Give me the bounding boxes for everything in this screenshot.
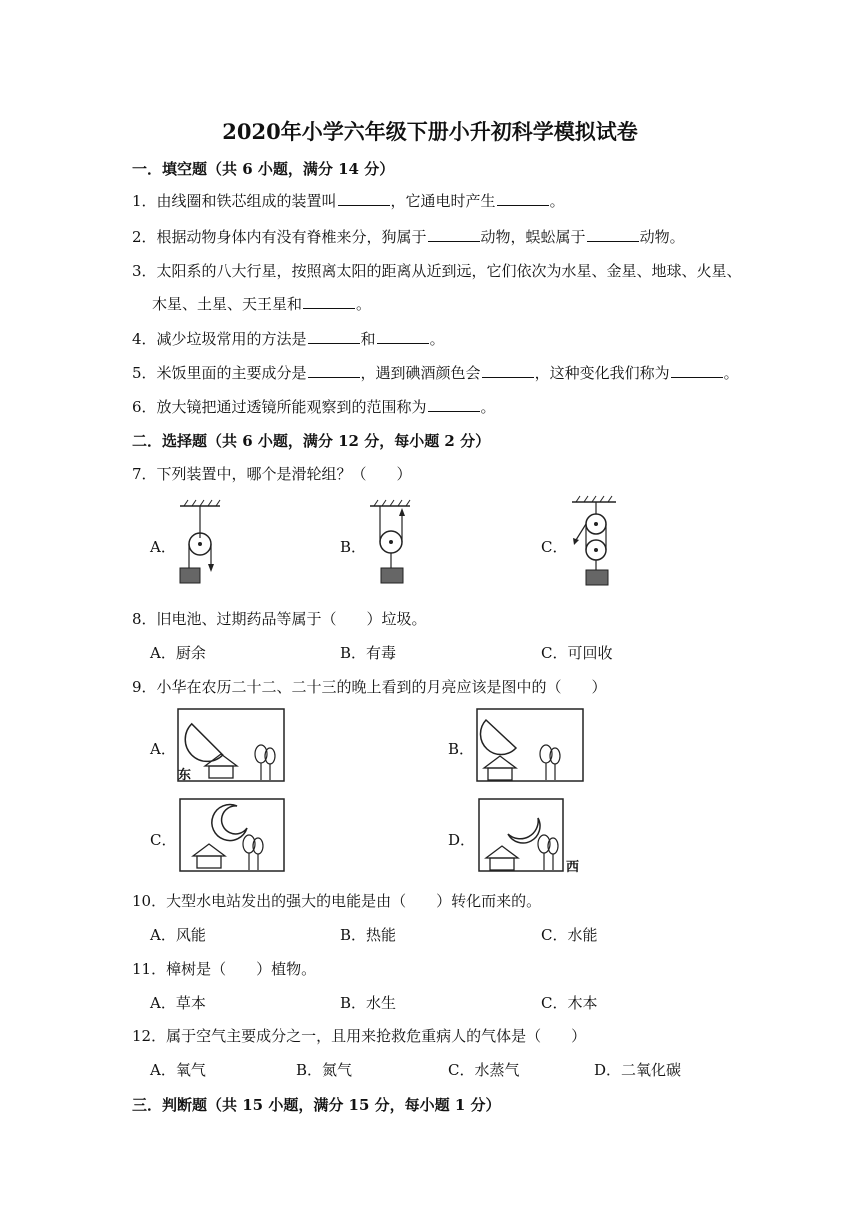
answer-blank[interactable]	[497, 191, 549, 206]
question-3-line-2: 木星、土星、天王星和 。	[152, 295, 372, 313]
q11-option-c[interactable]: C．木本	[541, 994, 598, 1012]
q12-option-c[interactable]: C．水蒸气	[448, 1061, 520, 1079]
q11-option-b[interactable]: B．水生	[340, 994, 397, 1012]
q9-option-c-label[interactable]: C．	[150, 831, 177, 849]
question-3-line-1: 3．太阳系的八大行星，按照离太阳的距离从近到远，它们依次为水星、金星、地球、火星、	[132, 262, 742, 280]
page-title: 2020年小学六年级下册小升初科学模拟试卷	[222, 119, 638, 144]
question-11: 11．樟树是（ ）植物。	[132, 960, 317, 978]
q7-option-a-label[interactable]: A．	[150, 538, 176, 556]
question-5: 5．米饭里面的主要成分是 ，遇到碘酒颜色会 ，这种变化我们称为 。	[132, 364, 739, 382]
q10-option-a[interactable]: A．风能	[150, 926, 206, 944]
question-12: 12．属于空气主要成分之一，且用来抢救危重病人的气体是（ ）	[132, 1027, 587, 1045]
q8-option-c[interactable]: C．可回收	[541, 644, 613, 662]
q8-option-b[interactable]: B．有毒	[340, 644, 397, 662]
question-7: 7．下列装置中，哪个是滑轮组？（ ）	[132, 465, 412, 483]
q12-option-b[interactable]: B．氮气	[296, 1061, 353, 1079]
q9-option-a-label[interactable]: A．	[150, 740, 176, 758]
question-9: 9．小华在农历二十二、二十三的晚上看到的月亮应该是图中的（ ）	[132, 678, 607, 696]
answer-blank[interactable]	[428, 397, 480, 412]
fixed-pulley-diagram-a	[176, 498, 226, 588]
answer-blank[interactable]	[308, 329, 360, 344]
question-1: 1．由线圈和铁芯组成的装置叫 ，它通电时产生 。	[132, 192, 565, 210]
answer-blank[interactable]	[308, 363, 360, 378]
question-4: 4．减少垃圾常用的方法是 和 。	[132, 330, 445, 348]
moon-scene-b	[476, 708, 584, 784]
q10-option-c[interactable]: C．水能	[541, 926, 598, 944]
moon-scene-c	[179, 798, 285, 874]
answer-blank[interactable]	[303, 294, 355, 309]
answer-blank[interactable]	[377, 329, 429, 344]
answer-blank[interactable]	[428, 227, 480, 242]
answer-blank[interactable]	[482, 363, 534, 378]
movable-pulley-diagram-b	[366, 498, 416, 588]
section-1-heading: 一．填空题（共 6 小题，满分 14 分）	[132, 160, 395, 178]
q10-option-b[interactable]: B．热能	[340, 926, 397, 944]
q12-option-a[interactable]: A．氧气	[150, 1061, 206, 1079]
q7-option-b-label[interactable]: B．	[340, 538, 367, 556]
section-2-heading: 二．选择题（共 6 小题，满分 12 分，每小题 2 分）	[132, 432, 491, 450]
answer-blank[interactable]	[671, 363, 723, 378]
q12-option-d[interactable]: D．二氧化碳	[594, 1061, 682, 1079]
question-8: 8．旧电池、过期药品等属于（ ）垃圾。	[132, 610, 427, 628]
east-label: 东	[178, 768, 192, 783]
q7-option-c-label[interactable]: C．	[541, 538, 568, 556]
section-3-heading: 三．判断题（共 15 小题，满分 15 分，每小题 1 分）	[132, 1096, 501, 1114]
q8-option-a[interactable]: A．厨余	[150, 644, 206, 662]
q11-option-a[interactable]: A．草本	[150, 994, 206, 1012]
answer-blank[interactable]	[587, 227, 639, 242]
answer-blank[interactable]	[338, 191, 390, 206]
west-label: 西	[566, 860, 580, 875]
question-2: 2．根据动物身体内有没有脊椎来分，狗属于 动物，蜈蚣属于 动物。	[132, 228, 685, 246]
q9-option-d-label[interactable]: D．	[448, 831, 476, 849]
pulley-block-diagram-c	[566, 494, 622, 588]
q9-option-b-label[interactable]: B．	[448, 740, 475, 758]
question-6: 6．放大镜把通过透镜所能观察到的范围称为 。	[132, 398, 496, 416]
moon-scene-a	[177, 708, 285, 784]
question-10: 10．大型水电站发出的强大的电能是由（ ）转化而来的。	[132, 892, 542, 910]
